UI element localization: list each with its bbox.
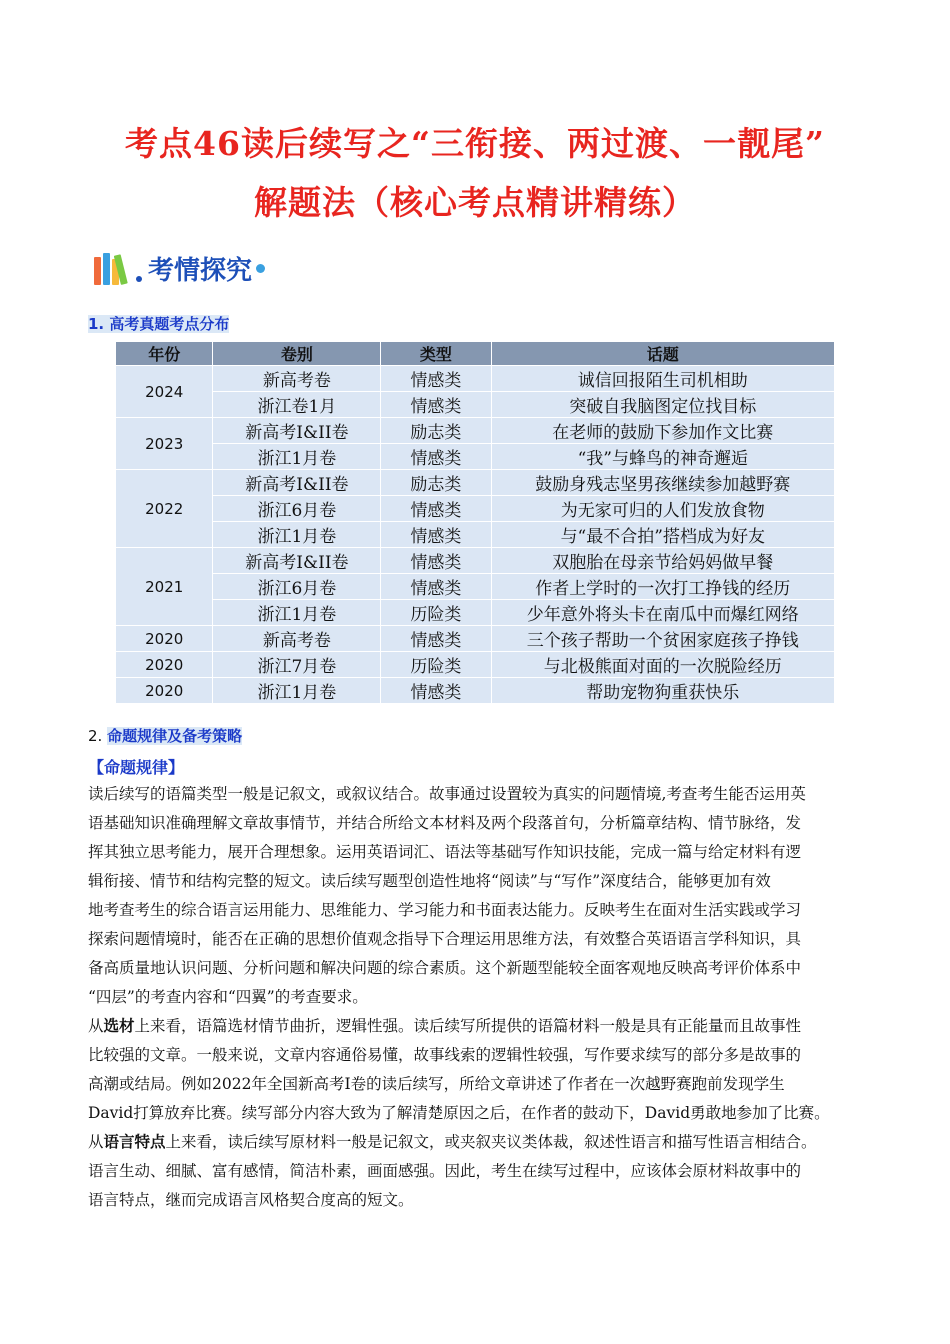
cell-paper: 新高考I&II卷 (213, 548, 381, 574)
table-row (116, 418, 835, 444)
dot-icon (256, 264, 265, 273)
cell-year: 2023 (116, 418, 213, 470)
table-header-row (116, 342, 835, 366)
cell-topic: 少年意外将头卡在南瓜中而爆红网络 (491, 600, 834, 626)
cell-type: 情感类 (381, 574, 491, 600)
banner-title: 考情探究 (148, 255, 253, 286)
cell-year: 2024 (116, 366, 213, 418)
column-header-year: 年份 (116, 342, 213, 366)
cell-year: 2021 (116, 548, 213, 626)
keyword: 选材 (103, 1016, 135, 1035)
cell-paper: 浙江1月卷 (213, 600, 381, 626)
books-icon (94, 251, 130, 285)
cell-type: 情感类 (381, 444, 491, 470)
cell-topic: 帮助宠物狗重获快乐 (491, 678, 834, 704)
text-line: 探索问题情境时，能否在正确的思想价值观念指导下合理运用思维方法，有效整合英语语言学科知识，具 (88, 930, 802, 948)
cell-topic: “我”与蜂鸟的神奇邂逅 (491, 444, 834, 470)
text-line: 从语言特点上来看，读后续写原材料一般是记叙文，或夹叙夹议类体裁，叙述性语言和描写性语言相结合。 (88, 1132, 817, 1151)
text-line: 语基础知识准确理解文章故事情节，并结合所给文本材料及两个段落首句，分析篇章结构、情节脉络，发 (88, 814, 802, 832)
cell-topic: 诚信回报陌生司机相助 (491, 366, 834, 392)
cell-year: 2020 (116, 652, 213, 678)
cell-topic: 作者上学时的一次打工挣钱的经历 (491, 574, 834, 600)
cell-paper: 浙江1月卷 (213, 522, 381, 548)
cell-topic: 在老师的鼓励下参加作文比赛 (491, 418, 834, 444)
cell-paper: 浙江1月卷 (213, 444, 381, 470)
cell-paper: 浙江1月卷 (213, 678, 381, 704)
section-number: 1. (88, 315, 110, 333)
exam-distribution-table (115, 341, 835, 704)
text-line: “四层”的考查内容和“四翼”的考查要求。 (88, 988, 368, 1006)
text-line: 挥其独立思考能力，展开合理想象。运用英语词汇、语法等基础写作知识技能，完成一篇与给定材料有逻 (88, 843, 802, 861)
cell-topic: 突破自我脑图定位找目标 (491, 392, 834, 418)
column-header-type: 类型 (381, 342, 491, 366)
cell-type: 励志类 (381, 470, 491, 496)
text-line: 比较强的文章。一般来说，文章内容通俗易懂，故事线索的逻辑性较强，写作要求续写的部分多是故事的 (88, 1046, 802, 1064)
page-title-line1: 考点46读后续写之“三衔接、两过渡、一靓尾” (125, 124, 825, 163)
text-line: 读后续写的语篇类型一般是记叙文，或叙议结合。故事通过设置较为真实的问题情境,考查考生能否运用英 (88, 785, 806, 803)
cell-paper: 新高考卷 (213, 626, 381, 652)
cell-paper: 新高考卷 (213, 366, 381, 392)
table-row (116, 600, 835, 626)
section-number: 2. (88, 727, 108, 745)
table-body (116, 366, 835, 704)
paragraph-3 (88, 1127, 868, 1215)
keyword: 语言特点 (103, 1132, 166, 1151)
section-heading-1 (88, 313, 229, 334)
column-header-paper: 卷别 (213, 342, 381, 366)
text-line: 辑衔接、情节和结构完整的短文。读后续写题型创造性地将“阅读”与“写作”深度结合，能够更加有效 (88, 872, 771, 890)
cell-type: 情感类 (381, 522, 491, 548)
cell-year: 2020 (116, 678, 213, 704)
cell-type: 历险类 (381, 600, 491, 626)
text-line: 高潮或结局。例如2022年全国新高考I卷的读后续写，所给文章讲述了作者在一次越野赛跑前发现学生 (88, 1075, 785, 1093)
cell-paper: 新高考I&II卷 (213, 470, 381, 496)
table-row (116, 392, 835, 418)
text-line: 语言生动、细腻、富有感情，简洁朴素，画面感强。因此，考生在续写过程中，应该体会原材料故事中的 (88, 1162, 802, 1180)
section-heading-2 (88, 725, 242, 746)
paragraph-2 (88, 1011, 868, 1128)
cell-type: 情感类 (381, 548, 491, 574)
cell-topic: 与北极熊面对面的一次脱险经历 (491, 652, 834, 678)
cell-type: 历险类 (381, 652, 491, 678)
paragraph-1 (88, 780, 868, 1012)
table-row (116, 548, 835, 574)
cell-paper: 新高考I&II卷 (213, 418, 381, 444)
cell-type: 情感类 (381, 626, 491, 652)
cell-type: 情感类 (381, 392, 491, 418)
cell-topic: 为无家可归的人们发放食物 (491, 496, 834, 522)
column-header-topic: 话题 (491, 342, 834, 366)
text-line: 从选材上来看，语篇选材情节曲折，逻辑性强。读后续写所提供的语篇材料一般是具有正能量而且故事性 (88, 1016, 802, 1035)
cell-paper: 浙江7月卷 (213, 652, 381, 678)
cell-topic: 与“最不合拍”搭档成为好友 (491, 522, 834, 548)
cell-type: 情感类 (381, 366, 491, 392)
table-row (116, 574, 835, 600)
cell-paper: 浙江卷1月 (213, 392, 381, 418)
table-row (116, 366, 835, 392)
table-row (116, 522, 835, 548)
cell-type: 情感类 (381, 496, 491, 522)
cell-topic: 三个孩子帮助一个贫困家庭孩子挣钱 (491, 626, 834, 652)
page-title-line2: 解题法（核心考点精讲精练） (254, 183, 696, 222)
table-row (116, 496, 835, 522)
section-label: 命题规律及备考策略 (107, 727, 243, 745)
section-banner (94, 248, 265, 288)
text-line: 备高质量地认识问题、分析问题和解决问题的综合素质。这个新题型能较全面客观地反映高考评价体系中 (88, 959, 802, 977)
text-line: 地考查考生的综合语言运用能力、思维能力、学习能力和书面表达能力。反映考生在面对生活实践或学习 (88, 901, 802, 919)
section-label: 高考真题考点分布 (109, 315, 230, 333)
table-row (116, 678, 835, 704)
cell-year: 2020 (116, 626, 213, 652)
cell-paper: 浙江6月卷 (213, 574, 381, 600)
cell-topic: 鼓励身残志坚男孩继续参加越野赛 (491, 470, 834, 496)
text-line: David打算放弃比赛。续写部分内容大致为了解清楚原因之后，在作者的鼓动下，David勇敢地参加了比赛。 (88, 1104, 830, 1122)
cell-type: 励志类 (381, 418, 491, 444)
table-row (116, 626, 835, 652)
table-row (116, 444, 835, 470)
subsection-heading: 【命题规律】 (88, 758, 185, 777)
text-line: 语言特点，继而完成语言风格契合度高的短文。 (88, 1191, 414, 1209)
cell-topic: 双胞胎在母亲节给妈妈做早餐 (491, 548, 834, 574)
table-row (116, 470, 835, 496)
cell-year: 2022 (116, 470, 213, 548)
cell-paper: 浙江6月卷 (213, 496, 381, 522)
cell-type: 情感类 (381, 678, 491, 704)
table-row (116, 652, 835, 678)
dot-icon (136, 276, 142, 282)
